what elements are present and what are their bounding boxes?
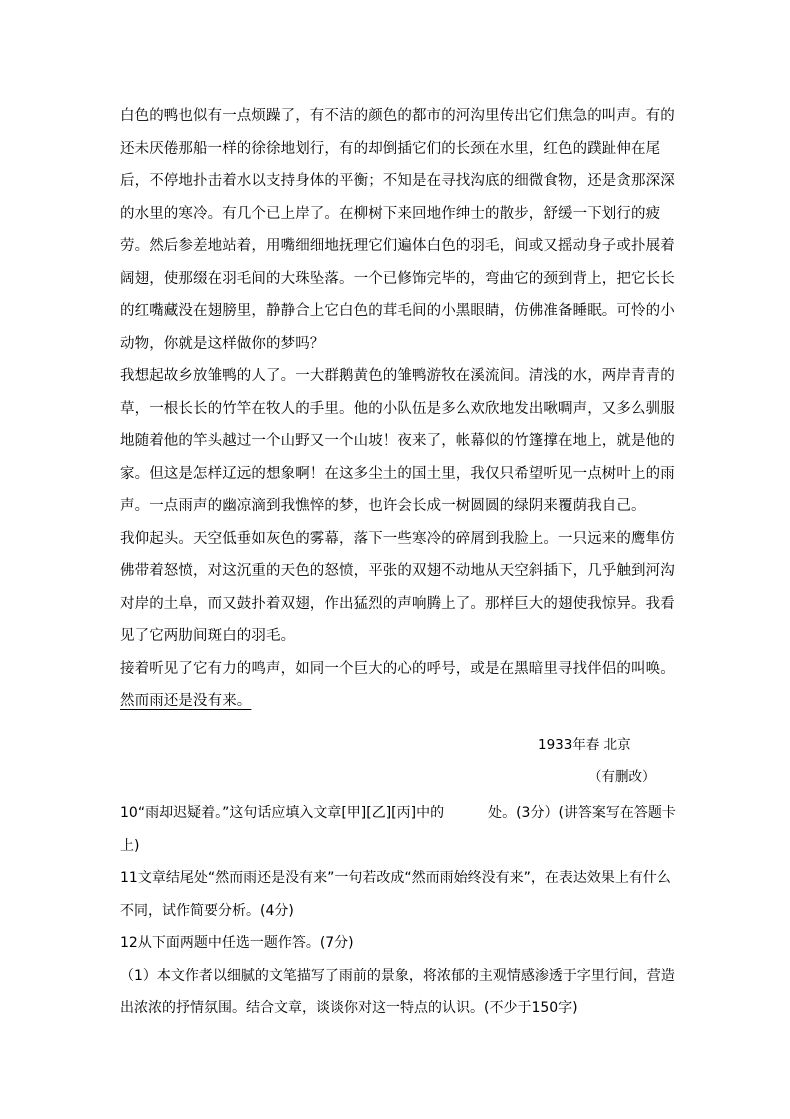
question-12-option-1: （1）本文作者以细腻的文笔描写了雨前的景象，将浓郁的主观情感渗透于字里行间，营造出浓浓的抒情氛围。结合文章，谈谈你对这一特点的认识。(不少于150字)	[120, 967, 675, 1016]
passage-date-place: 1933年春 北京	[538, 737, 631, 753]
question-12: 12从下面两题中任选一题作答。(7分)	[120, 935, 354, 951]
question-10-text: 10“雨却迟疑着。”这句话应填入文章[甲][乙][丙]中的	[120, 805, 445, 821]
question-11: 11文章结尾处“然而雨还是没有来”一句若改成“然而雨始终没有来”，在表达效果上有什么不同，试作简要分析。(4分)	[120, 870, 671, 919]
questions-section	[120, 797, 682, 1025]
passage-edit-note: （有删改）	[588, 769, 656, 785]
question-10-text-end: 处。(3分）(讲答案写在答题卡上)	[120, 805, 676, 854]
passage-last-line-text: 然而雨还是没有来。	[120, 693, 252, 709]
passage-paragraph-3: 我仰起头。天空低垂如灰色的雾幕，落下一些寒冷的碎屑到我脸上。一只远来的鹰隼仿佛带着怒愤，对这沉重的天色的怒愤，平张的双翅不动地从天空斜插下，几乎触到河沟对岸的土阜，而又鼓扑着双翅，作出猛烈的声响腾上了。那样巨大的翅使我惊异。我看见了它两肋间斑白的羽毛。	[120, 530, 675, 644]
question-10	[120, 797, 682, 862]
passage-body	[120, 100, 682, 718]
passage-paragraph-4: 接着听见了它有力的鸣声，如同一个巨大的心的呼号，或是在黑暗里寻找伴侣的叫唤。	[120, 660, 675, 677]
passage-last-line	[120, 685, 682, 718]
passage-paragraph-1: 白色的鸭也似有一点烦躁了，有不洁的颜色的都市的河沟里传出它们焦急的叫声。有的还未厌倦那船一样的徐徐地划行，有的却倒插它们的长颈在水里，红色的蹼趾伸在尾后，不停地扑击着水以支持身体的平衡；不知是在寻找沟底的细微食物，还是贪那深深的水里的寒冷。有几个已上岸了。在柳树下来回地作绅士的散步，舒缓一下划行的疲劳。然后参差地站着，用嘴细细地抚理它们遍体白色的羽毛，间或又摇动身子或扑展着阔翅，使那缀在羽毛间的大珠坠落。一个已修饰完毕的，弯曲它的颈到背上，把它长长的红嘴藏没在翅膀里，静静合上它白色的茸毛间的小黑眼睛，仿佛准备睡眠。可怜的小动物，你就是这样做你的梦吗？	[120, 108, 675, 352]
passage-paragraph-2: 我想起故乡放雏鸭的人了。一大群鹅黄色的雏鸭游牧在溪流间。清浅的水，两岸青青的草，一根长长的竹竿在牧人的手里。他的小队伍是多么欢欣地发出啾啁声，又多么驯服地随着他的竿头越过一个山野又一个山坡！夜来了，帐幕似的竹篷撑在地上，就是他的家。但这是怎样辽远的想象啊！在这多尘土的国土里，我仅只希望听见一点树叶上的雨声。一点雨声的幽凉滴到我憔悴的梦，也许会长成一树圆圆的绿阴来覆荫我自己。	[120, 368, 675, 514]
